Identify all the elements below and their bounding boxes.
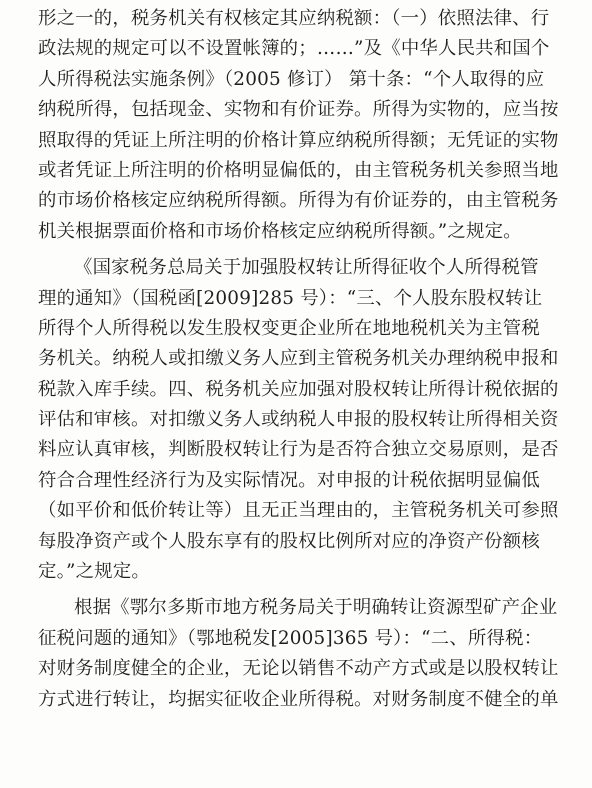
text-line: 评估和审核。对扣缴义务人或纳税人申报的股权转让所得相关资 bbox=[38, 409, 559, 431]
text-line: 征税问题的通知》（鄂地税发[2005]365 号）：“二、所得税： bbox=[38, 627, 543, 649]
text-line: 定。”之规定。 bbox=[38, 561, 150, 583]
text-line: 人所得税法实施条例》（2005 修订） 第十条：“个人取得的应 bbox=[38, 68, 545, 90]
text-line: 每股净资产或个人股东享有的股权比例所对应的净资产份额核 bbox=[38, 530, 540, 552]
text-line: 税款入库手续。四、税务机关应加强对股权转让所得计税依据的 bbox=[38, 378, 559, 400]
text-line: 符合合理性经济行为及实际情况。对申报的计税依据明显偏低 bbox=[38, 469, 540, 491]
text-line: 料应认真审核，判断股权转让行为是否符合独立交易原则，是否 bbox=[38, 439, 559, 461]
text-line: 务机关。纳税人或扣缴义务人应到主管税务机关办理纳税申报和 bbox=[38, 348, 559, 370]
text-line: 《国家税务总局关于加强股权转让所得征收个人所得税管 bbox=[74, 257, 539, 279]
text-line: 根据《鄂尔多斯市地方税务局关于明确转让资源型矿产企业 bbox=[74, 597, 558, 619]
text-line: 的市场价格核定应纳税所得额。所得为有价证券的，由主管税务 bbox=[38, 190, 559, 212]
text-line: 政法规的规定可以不设置帐簿的；……”及《中华人民共和国个 bbox=[38, 38, 550, 60]
paragraph-1 bbox=[38, 4, 564, 247]
text-line: 方式进行转让，均据实征收企业所得税。对财务制度不健全的单 bbox=[38, 688, 559, 710]
text-line: 纳税所得，包括现金、实物和有价证券。所得为实物的，应当按 bbox=[38, 99, 559, 121]
text-line: 形之一的，税务机关有权核定其应纳税额：（一）依照法律、行 bbox=[38, 8, 550, 29]
text-line: （如平价和低价转让等）且无正当理由的，主管税务机关可参照 bbox=[38, 500, 559, 522]
paragraph-2 bbox=[38, 253, 564, 587]
text-line: 或者凭证上所注明的价格明显偏低的，由主管税务机关参照当地 bbox=[38, 159, 559, 181]
text-line: 机关根据票面价格和市场价格核定应纳税所得额。”之规定。 bbox=[38, 220, 522, 242]
text-line: 理的通知》（国税函[2009]285 号）：“三、个人股东股权转让 bbox=[38, 287, 543, 309]
text-line: 所得个人所得税以发生股权变更企业所在地地税机关为主管税 bbox=[38, 317, 540, 339]
text-line: 照取得的凭证上所注明的价格计算应纳税所得额；无凭证的实物 bbox=[38, 129, 559, 151]
paragraph-3 bbox=[38, 593, 564, 715]
text-line: 对财务制度健全的企业，无论以销售不动产方式或是以股权转让 bbox=[38, 658, 559, 680]
